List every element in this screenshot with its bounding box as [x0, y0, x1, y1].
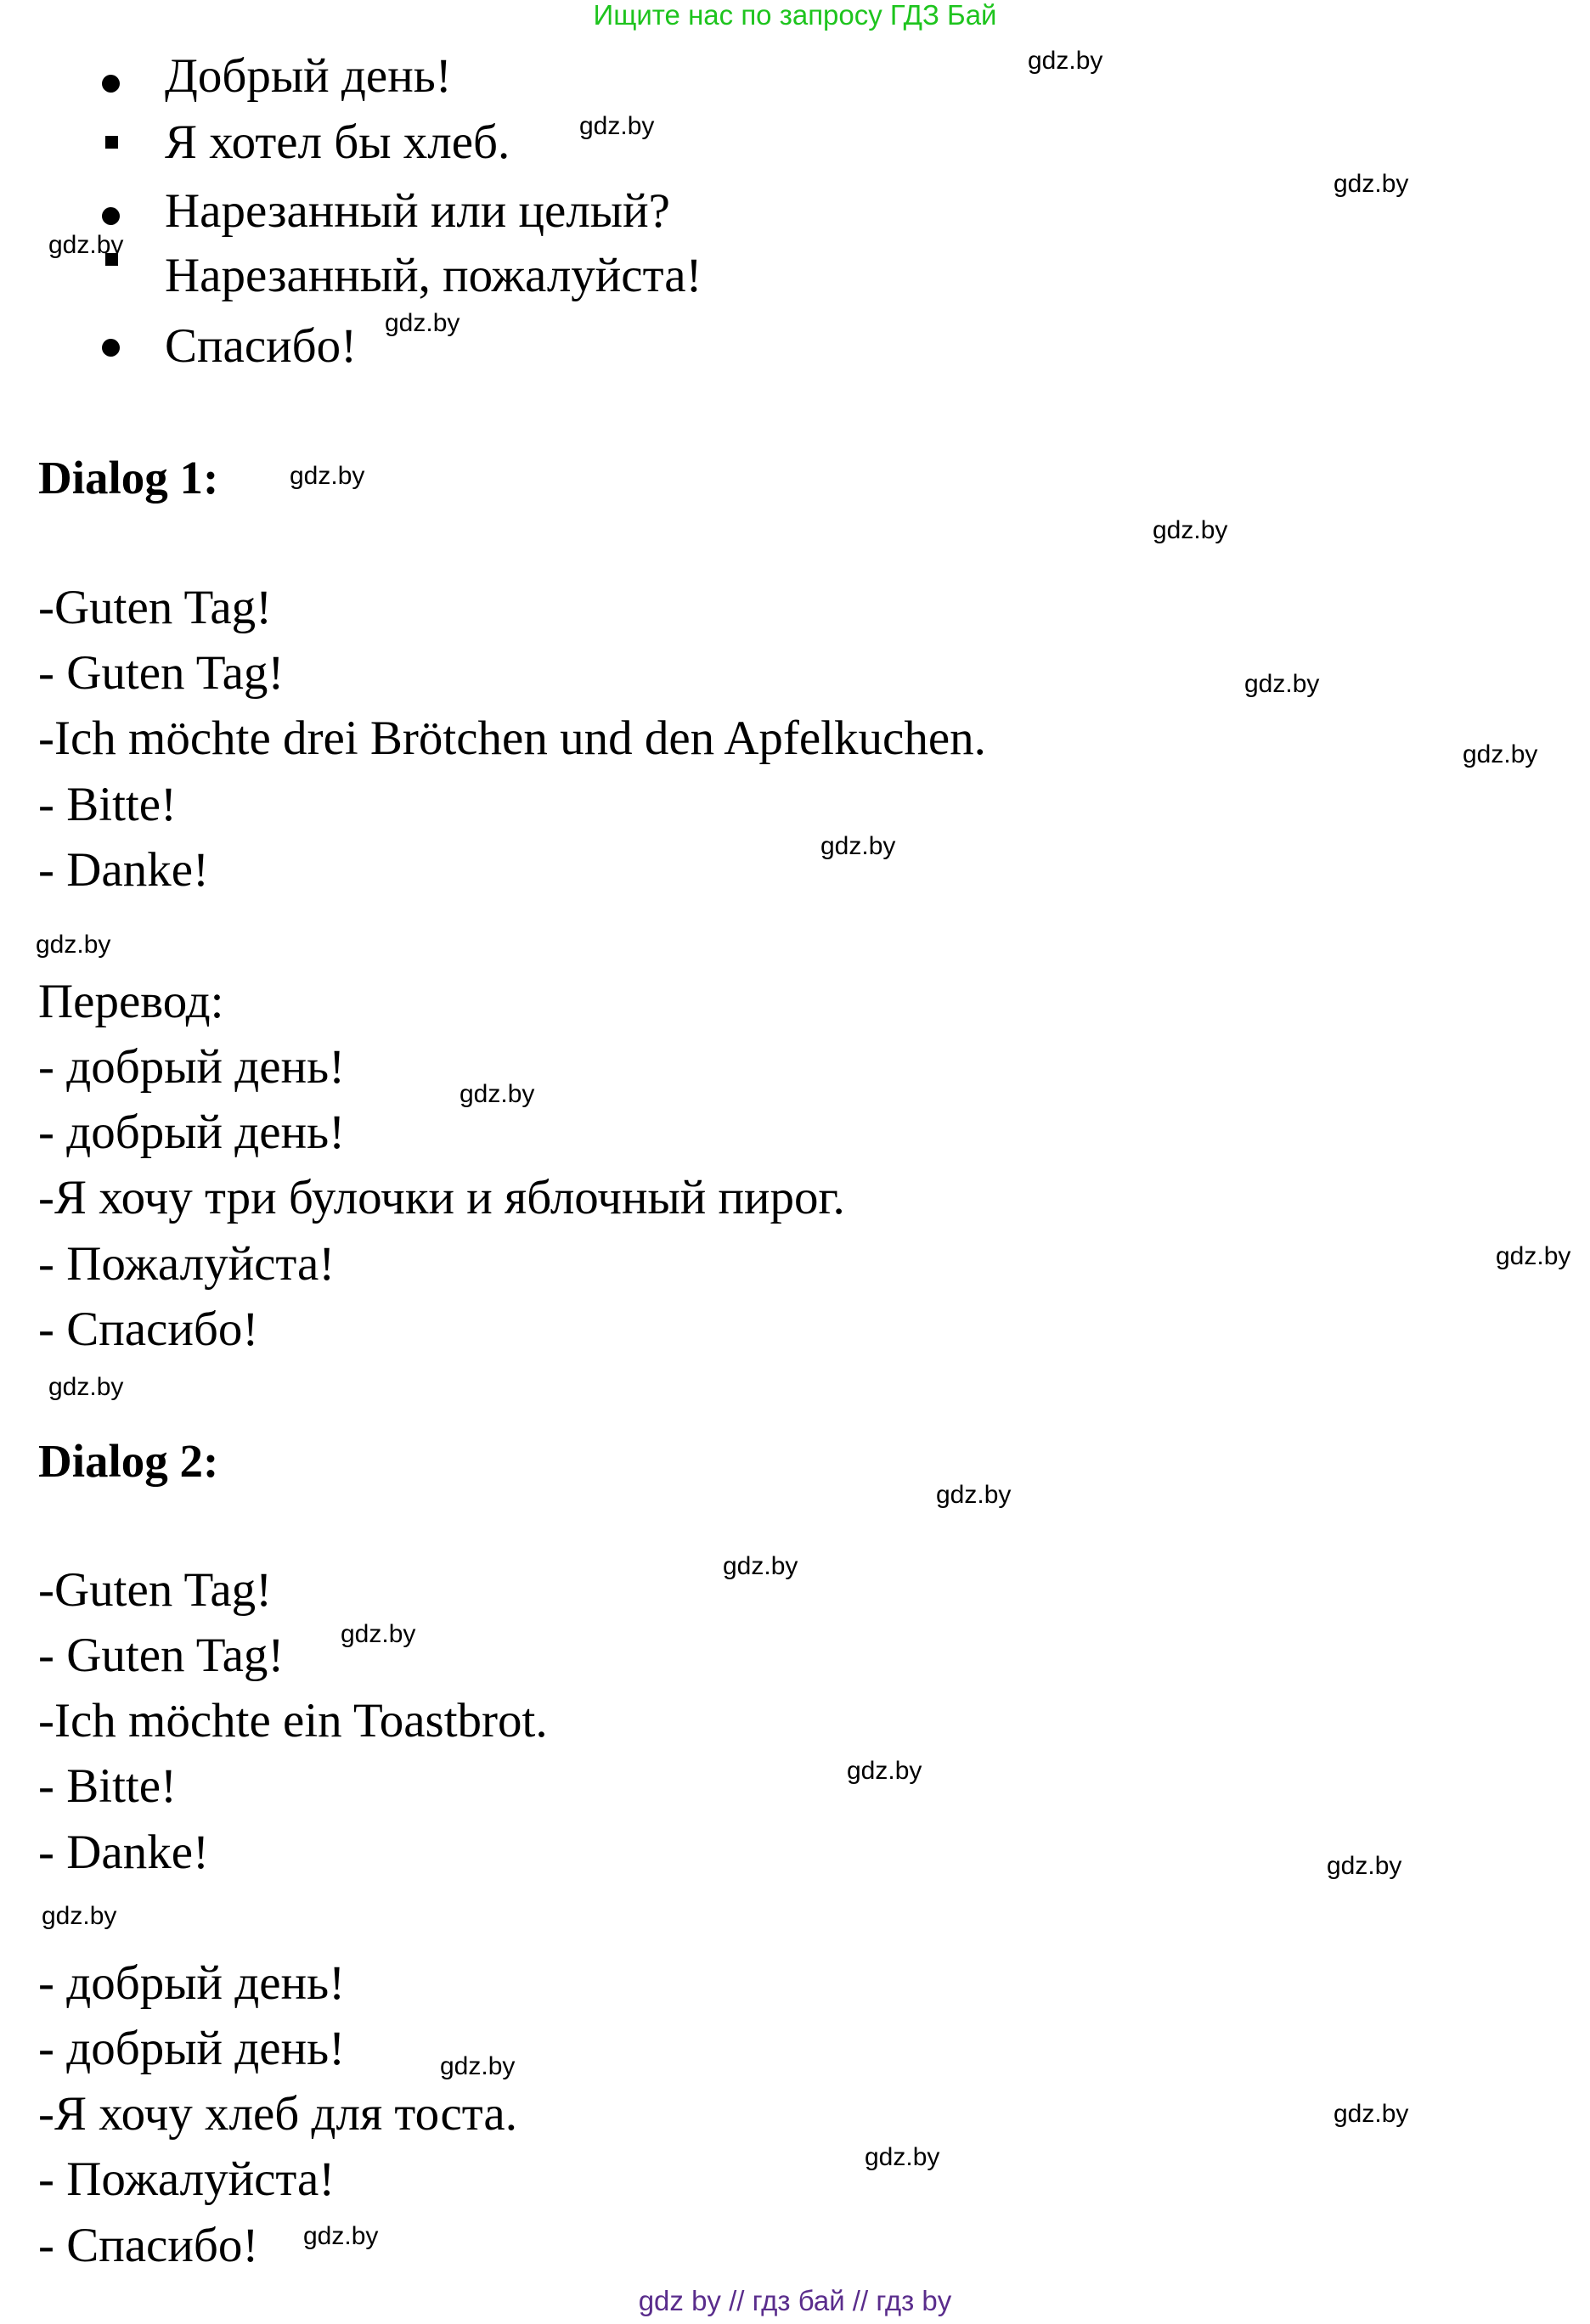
- translation-line: -Я хочу хлеб для тоста.: [38, 2087, 517, 2141]
- list-item-text: Спасибо!: [165, 319, 358, 373]
- watermark: gdz.by: [579, 112, 655, 140]
- watermark: gdz.by: [48, 231, 124, 259]
- dialog-line: -Ich möchte ein Toastbrot.: [38, 1694, 548, 1747]
- translation-line: - добрый день!: [38, 1106, 346, 1159]
- watermark: gdz.by: [48, 1373, 124, 1401]
- watermark: gdz.by: [440, 2052, 516, 2080]
- dialog-line: -Guten Tag!: [38, 1563, 273, 1617]
- watermark: gdz.by: [460, 1080, 535, 1108]
- list-item-text: Добрый день!: [165, 49, 452, 103]
- translation-line: - Пожалуйста!: [38, 1237, 335, 1291]
- bullet-disc-icon: [102, 339, 120, 357]
- list-item-text: Нарезанный или целый?: [165, 184, 670, 238]
- translation-line: - добрый день!: [38, 1956, 346, 2010]
- watermark: gdz.by: [1028, 47, 1103, 75]
- dialog-line: - Bitte!: [38, 1759, 178, 1813]
- dialog-line: - Guten Tag!: [38, 1629, 285, 1682]
- watermark: gdz.by: [36, 931, 111, 959]
- list-item: [0, 246, 1590, 314]
- dialog-line: - Guten Tag!: [38, 646, 285, 700]
- dialog-line: -Ich möchte drei Brötchen und den Apfelkuchen.: [38, 712, 986, 765]
- list-item-text: Я хотел бы хлеб.: [165, 115, 510, 169]
- footer-links[interactable]: gdz by // гдз бай // гдз by: [638, 2285, 952, 2316]
- bullet-disc-icon: [102, 207, 120, 225]
- list-item-text: Нарезанный, пожалуйста!: [165, 249, 702, 302]
- watermark: gdz.by: [1463, 740, 1538, 768]
- list-item: [0, 317, 1590, 385]
- dialog-line: -Guten Tag!: [38, 581, 273, 634]
- watermark: gdz.by: [1327, 1852, 1402, 1880]
- watermark: gdz.by: [385, 309, 460, 337]
- watermark: gdz.by: [341, 1620, 416, 1648]
- watermark: gdz.by: [1153, 516, 1228, 544]
- translation-line: - Пожалуйста!: [38, 2152, 335, 2206]
- dialog-line: - Danke!: [38, 1826, 209, 1879]
- translation-label: Перевод:: [38, 975, 224, 1028]
- watermark: gdz.by: [1333, 2100, 1409, 2128]
- list-item: [0, 47, 1590, 115]
- translation-line: -Я хочу три булочки и яблочный пирог.: [38, 1171, 845, 1224]
- translation-line: - добрый день!: [38, 1040, 346, 1094]
- watermark: gdz.by: [1496, 1242, 1571, 1270]
- dialog-line: - Danke!: [38, 843, 209, 897]
- watermark: gdz.by: [1244, 670, 1320, 698]
- translation-line: - Спасибо!: [38, 2219, 259, 2272]
- watermark: gdz.by: [936, 1481, 1012, 1509]
- watermark: gdz.by: [820, 832, 896, 860]
- watermark: gdz.by: [1333, 170, 1409, 198]
- bullet-disc-icon: [102, 75, 120, 93]
- translation-line: - добрый день!: [38, 2022, 346, 2075]
- watermark: gdz.by: [42, 1902, 117, 1930]
- watermark: gdz.by: [303, 2222, 379, 2250]
- watermark: gdz.by: [865, 2143, 940, 2171]
- dialog-2-heading: Dialog 2:: [38, 1435, 219, 1487]
- dialog-line: - Bitte!: [38, 778, 178, 831]
- top-banner[interactable]: Ищите нас по запросу ГДЗ Бай: [593, 0, 997, 31]
- watermark: gdz.by: [847, 1757, 922, 1785]
- dialog-1-heading: Dialog 1:: [38, 452, 219, 504]
- bullet-square-icon: [105, 136, 118, 149]
- watermark: gdz.by: [723, 1552, 798, 1580]
- translation-line: - Спасибо!: [38, 1303, 259, 1356]
- watermark: gdz.by: [290, 462, 365, 490]
